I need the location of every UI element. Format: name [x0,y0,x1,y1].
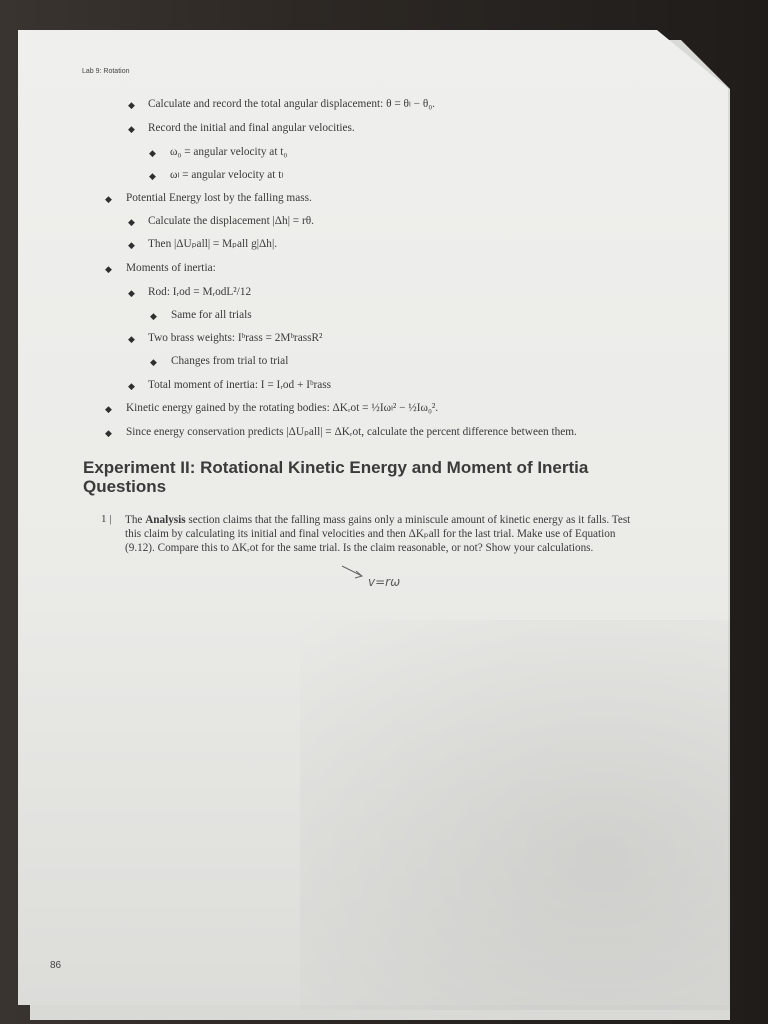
bullet-icon: ◆ [105,264,112,274]
list-item: ω₀ = angular velocity at t₀ [170,146,288,158]
list-item: Potential Energy lost by the falling mass. [126,192,312,204]
question-text [125,513,635,555]
list-item: Record the initial and final angular velocities. [148,122,355,134]
shadow-overlay [300,620,730,1010]
list-item: Moments of inertia: [126,262,216,274]
question-number: 1 | [101,513,112,525]
list-item: Calculate the displacement |Δh| = rθ. [148,215,314,227]
question-rest: section claims that the falling mass gains only a miniscule amount of kinetic energy as it falls. Test this claim by calculating its initial and final velocities and then ΔKₚall for the last trial. Make use of Equation (9.12). Compare this to ΔKᵣot for the same trial. Is the claim reasonable, or not? Show your calculations. [125,514,631,554]
handwritten-arrow-icon [340,563,370,583]
list-item: Total moment of inertia: I = Iᵣod + Iᵇrass [148,379,332,391]
list-item: Two brass weights: Iᵇrass = 2MᵇrassR² [148,332,323,344]
list-item: Since energy conservation predicts |ΔUₚall| = ΔKᵣot, calculate the percent difference between them. [126,426,577,438]
list-item: Calculate and record the total angular displacement: θ = θₗ − θ₀. [148,98,435,110]
question-lead: The [125,514,146,526]
list-item: Kinetic energy gained by the rotating bodies: ΔKᵣot = ½Iωₗ² − ½Iω₀². [126,402,439,414]
bullet-icon: ◆ [128,100,135,110]
bullet-icon: ◆ [128,124,135,134]
list-item: Then |ΔUₚall| = Mₚall g|Δh|. [148,238,278,250]
running-header: Lab 9: Rotation [82,68,130,75]
list-item: Same for all trials [171,309,252,321]
bullet-icon: ◆ [105,404,112,414]
bullet-icon: ◆ [149,148,156,158]
bullet-icon: ◆ [105,428,112,438]
bullet-icon: ◆ [128,240,135,250]
bullet-icon: ◆ [105,194,112,204]
page-number: 86 [50,960,62,971]
bullet-icon: ◆ [128,217,135,227]
section-heading: Experiment II: Rotational Kinetic Energy and Moment of Inertia Questions [83,458,589,496]
bullet-icon: ◆ [128,334,135,344]
bullet-icon: ◆ [150,357,157,367]
bullet-icon: ◆ [128,288,135,298]
list-item: Changes from trial to trial [171,355,289,367]
list-item: Rod: Iᵣod = MᵣodL²/12 [148,286,252,298]
bullet-icon: ◆ [149,171,156,181]
bullet-icon: ◆ [150,311,157,321]
bullet-icon: ◆ [128,381,135,391]
question-bold: Analysis [145,514,186,526]
handwritten-note: v=rω [368,575,401,589]
list-item: ωₗ = angular velocity at tₗ [170,169,284,181]
